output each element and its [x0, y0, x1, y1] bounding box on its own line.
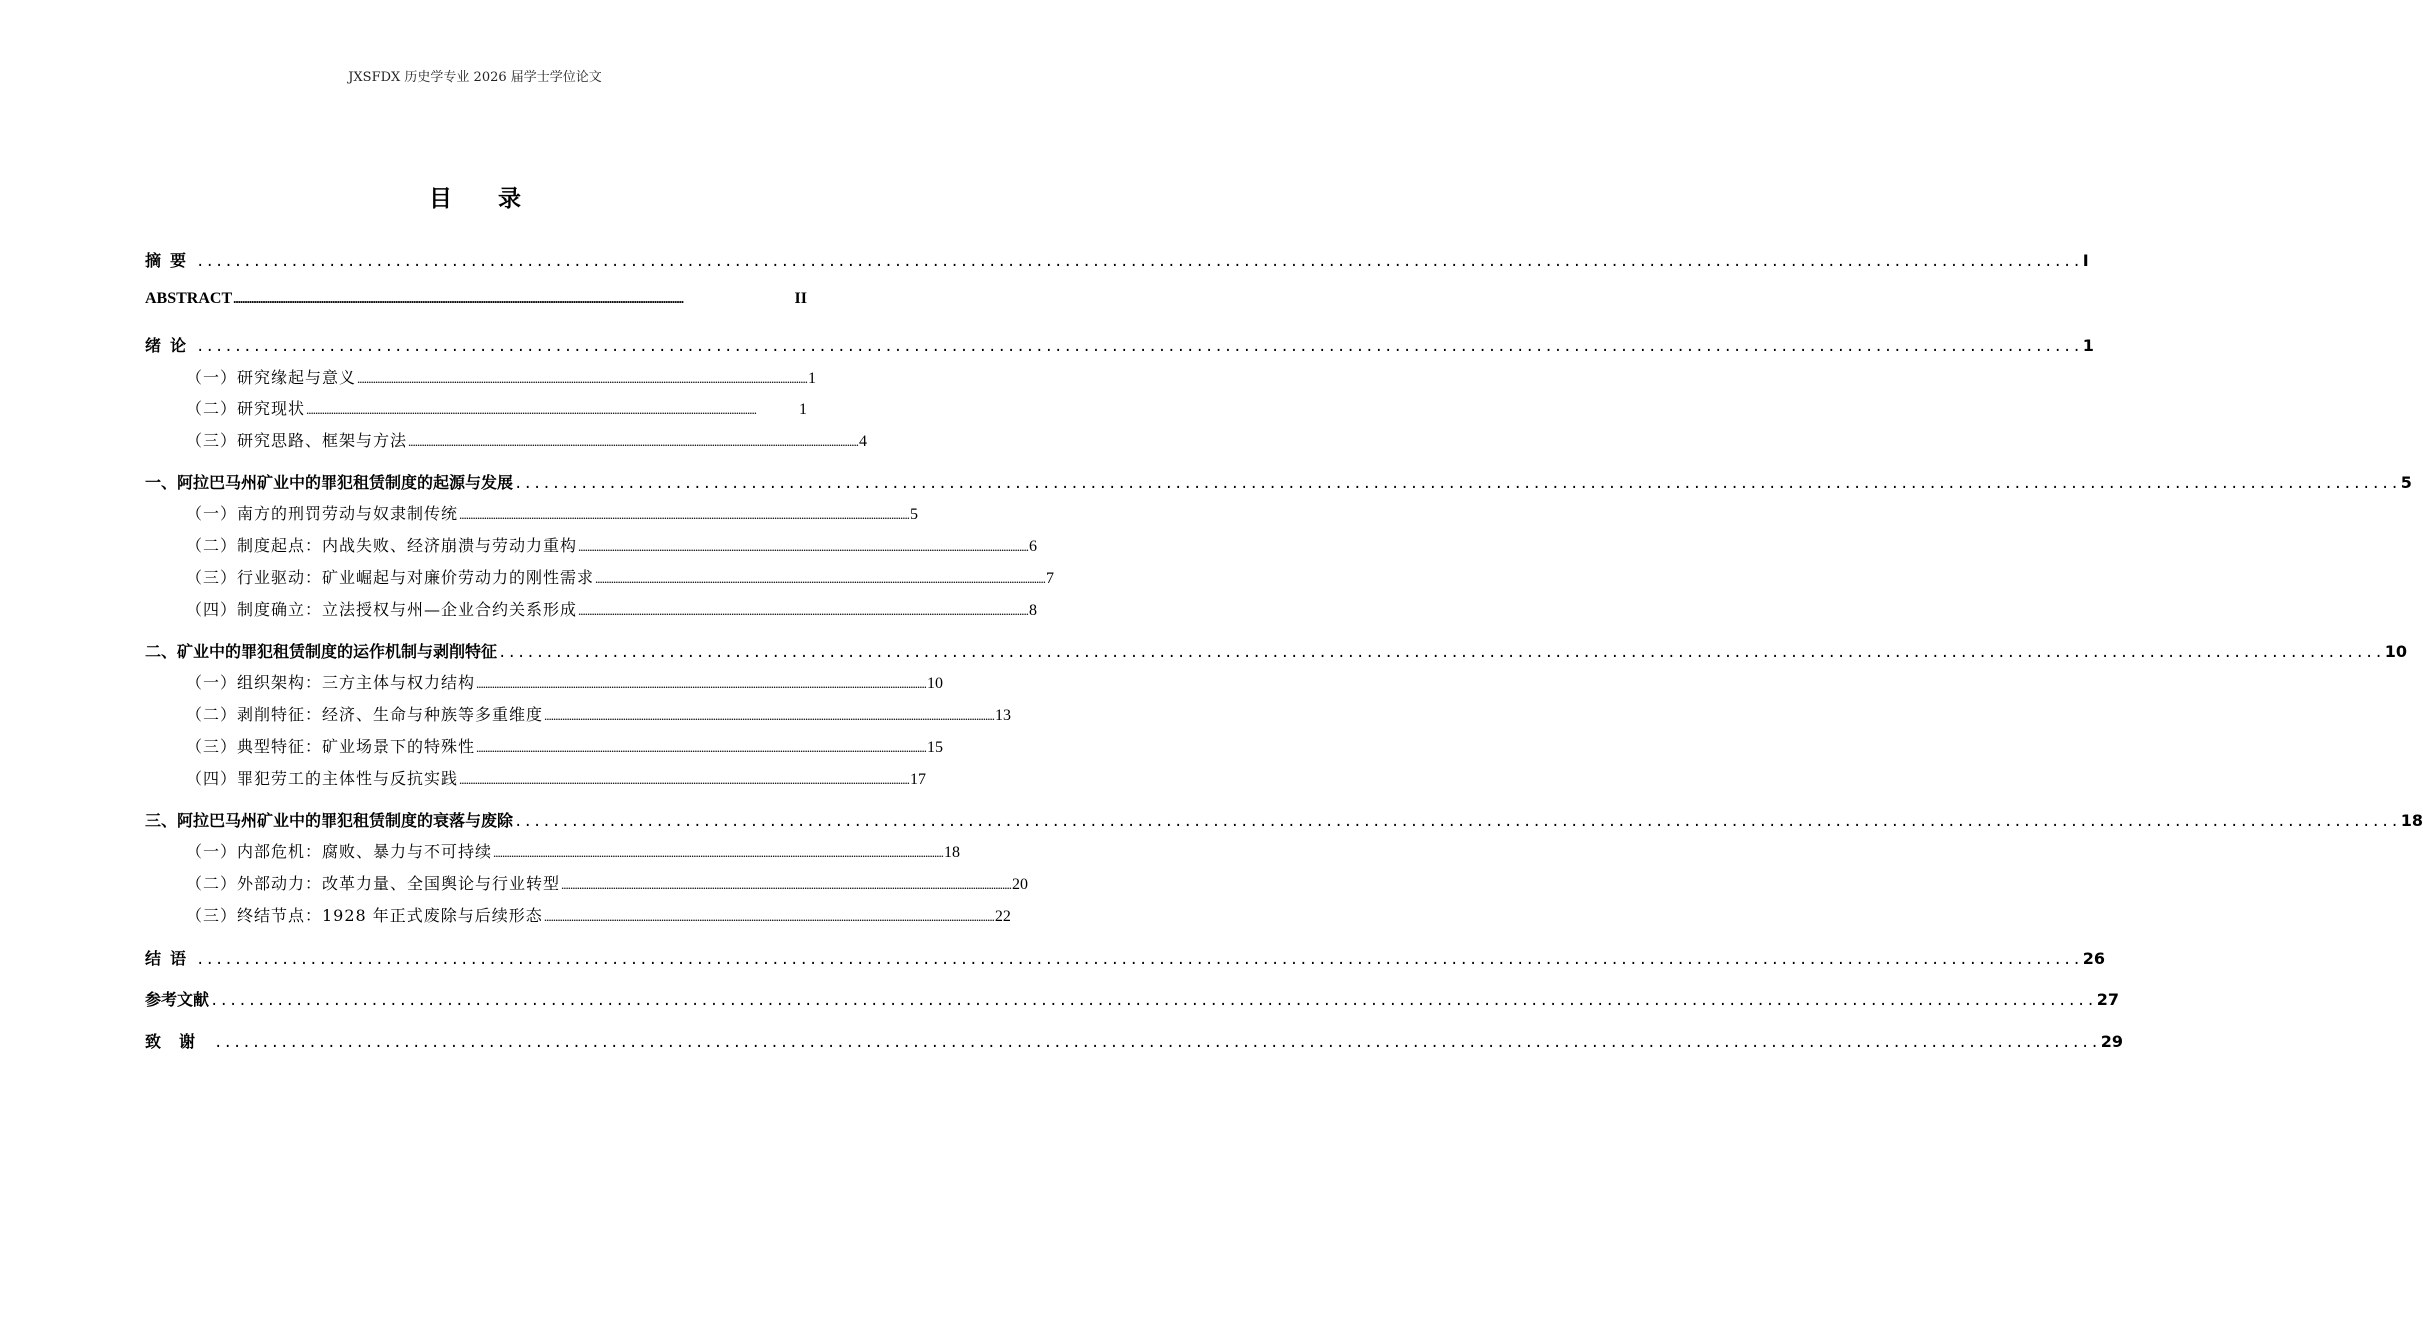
dot-leader: ........................................................................................................................................................................................................	[408, 434, 859, 449]
toc-entry-chapter-3-2[interactable]	[186, 871, 1029, 894]
page-header: JXSFDX 历史学专业 2026 届学士学位论文	[348, 70, 602, 85]
toc-entry-label: （三）终结节点：1928 年正式废除与后续形态	[186, 906, 543, 925]
toc-entry-label: （二）制度起点：内战失败、经济崩溃与劳动力重构	[186, 536, 578, 555]
toc-entry-chapter-1-3[interactable]	[186, 565, 1055, 588]
toc-entry-page: 15	[927, 739, 944, 756]
toc-entry-label: 二、矿业中的罪犯租赁制度的运作机制与剥削特征	[145, 642, 498, 661]
dot-leader: ........................................................................................................................................................................................................	[357, 371, 808, 386]
dot-leader: ........................................................................................................................................................................................................	[459, 772, 910, 787]
dot-leader: ........................................................................................................................................................................................................	[514, 476, 2400, 492]
dot-leader: ........................................................................................................................................................................................................	[196, 339, 2082, 355]
toc-entry-chapter-3-1[interactable]	[186, 839, 961, 862]
dot-leader: ........................................................................................................................................................................................................	[493, 845, 944, 860]
toc-entry-chapter-2-4[interactable]	[186, 766, 927, 789]
toc-entry-label: （二）外部动力：改革力量、全国舆论与行业转型	[186, 874, 561, 893]
dot-leader: ........................................................................................................................................................................................................	[476, 676, 927, 691]
toc-entry-introduction[interactable]	[145, 333, 2094, 356]
toc-entry-chapter-1-4[interactable]	[186, 597, 1038, 620]
toc-entry-page: 13	[995, 707, 1012, 724]
toc-entry-chapter-1[interactable]	[145, 470, 2412, 493]
toc-entry-chapter-2[interactable]	[145, 639, 2408, 662]
toc-entry-page: 1	[2082, 336, 2094, 355]
toc-entry-acknowledgements[interactable]	[145, 1029, 2124, 1052]
toc-entry-page: 10	[927, 675, 944, 692]
dot-leader: ........................................................................................................................................................................................................	[561, 877, 1012, 892]
toc-entry-references[interactable]	[145, 987, 2120, 1010]
toc-entry-label: 一、阿拉巴马州矿业中的罪犯租赁制度的起源与发展	[145, 473, 514, 492]
dot-leader: ........................................................................................................................................................................................................	[498, 645, 2384, 661]
toc-entry-chapter-1-2[interactable]	[186, 533, 1038, 556]
toc-entry-chapter-3-3[interactable]	[186, 903, 1011, 926]
toc-entry-label: （四）制度确立：立法授权与州—企业合约关系形成	[186, 600, 578, 619]
toc-entry-page: 26	[2082, 949, 2106, 968]
toc-entry-intro-2[interactable]	[186, 396, 807, 419]
dot-leader: ........................................................................................................................................................................................................	[514, 814, 2400, 830]
toc-entry-page: 17	[910, 771, 927, 788]
dot-leader: ........................................................................................................................................................................................................	[544, 708, 995, 723]
toc-entry-label: （二）剥削特征：经济、生命与种族等多重维度	[186, 705, 544, 724]
toc-entry-label: 摘要	[145, 251, 196, 270]
toc-entry-chapter-2-3[interactable]	[186, 734, 944, 757]
toc-entry-label: （一）组织架构：三方主体与权力结构	[186, 673, 476, 692]
toc-entry-page: 18	[2400, 811, 2423, 830]
dot-leader: ........................................................................................................................................................................................................	[543, 909, 994, 924]
toc-entry-label: 结语	[145, 949, 196, 968]
toc-entry-page: 6	[1029, 538, 1038, 555]
toc-entry-chapter-1-1[interactable]	[186, 501, 919, 524]
toc-entry-label: 绪论	[145, 336, 196, 355]
toc-entry-page: 8	[1029, 602, 1038, 619]
toc-entry-page: 10	[2384, 642, 2408, 661]
toc-entry-label: 参考文献	[145, 990, 210, 1009]
dot-leader: ........................................................................................................................................................................................................	[196, 952, 2082, 968]
toc-entry-label: ABSTRACT	[145, 290, 233, 307]
toc-entry-label: （一）研究缘起与意义	[186, 368, 357, 387]
dot-leader: ........................................................................................................................................................................................................	[306, 402, 757, 417]
toc-entry-abstract-en[interactable]	[145, 290, 807, 308]
toc-entry-label: （三）典型特征：矿业场景下的特殊性	[186, 737, 476, 756]
dot-leader: ........................................................................................................................................................................................................	[578, 539, 1029, 554]
toc-entry-page: 18	[944, 844, 961, 861]
toc-entry-label: （一）南方的刑罚劳动与奴隶制传统	[186, 504, 459, 523]
toc-entry-page: 22	[994, 908, 1011, 925]
dot-leader: ........................................................................................................................................................................................................	[476, 740, 927, 755]
toc-entry-intro-1[interactable]	[186, 365, 817, 388]
toc-entry-label: （三）研究思路、框架与方法	[186, 431, 408, 450]
toc-entry-intro-3[interactable]	[186, 428, 868, 451]
toc-entry-chapter-2-2[interactable]	[186, 702, 1012, 725]
dot-leader: ........................................................................................................................................................................................................	[214, 1035, 2100, 1051]
dot-leader: ........................................................................................................................................................................................................	[196, 254, 2082, 270]
dot-leader: ........................................................................................................................................................................................................	[233, 291, 684, 306]
toc-title: 目录	[429, 186, 567, 212]
toc-entry-chapter-2-1[interactable]	[186, 670, 944, 693]
dot-leader: ........................................................................................................................................................................................................	[459, 507, 910, 522]
toc-entry-abstract-cn[interactable]	[145, 248, 2089, 271]
toc-entry-page: II	[794, 290, 807, 307]
toc-entry-page: 1	[808, 370, 817, 387]
toc-entry-page: 27	[2096, 990, 2120, 1009]
toc-entry-page: 4	[859, 433, 868, 450]
toc-entry-label: （三）行业驱动：矿业崛起与对廉价劳动力的刚性需求	[186, 568, 595, 587]
dot-leader: ........................................................................................................................................................................................................	[578, 603, 1029, 618]
toc-entry-page: 20	[1012, 876, 1029, 893]
dot-leader: ........................................................................................................................................................................................................	[210, 993, 2096, 1009]
toc-entry-label: 致谢	[145, 1032, 214, 1051]
toc-entry-page: I	[2082, 251, 2089, 270]
dot-leader: ........................................................................................................................................................................................................	[595, 571, 1046, 586]
toc-entry-page: 7	[1046, 570, 1055, 587]
toc-entry-chapter-3[interactable]	[145, 808, 2423, 831]
toc-entry-page: 5	[910, 506, 919, 523]
toc-entry-label: 三、阿拉巴马州矿业中的罪犯租赁制度的衰落与废除	[145, 811, 514, 830]
toc-entry-conclusion[interactable]	[145, 946, 2106, 969]
toc-entry-label: （四）罪犯劳工的主体性与反抗实践	[186, 769, 459, 788]
toc-entry-page: 1	[799, 401, 807, 418]
toc-entry-page: 29	[2100, 1032, 2124, 1051]
toc-entry-page: 5	[2400, 473, 2412, 492]
toc-entry-label: （一）内部危机：腐败、暴力与不可持续	[186, 842, 493, 861]
toc-entry-label: （二）研究现状	[186, 399, 306, 418]
